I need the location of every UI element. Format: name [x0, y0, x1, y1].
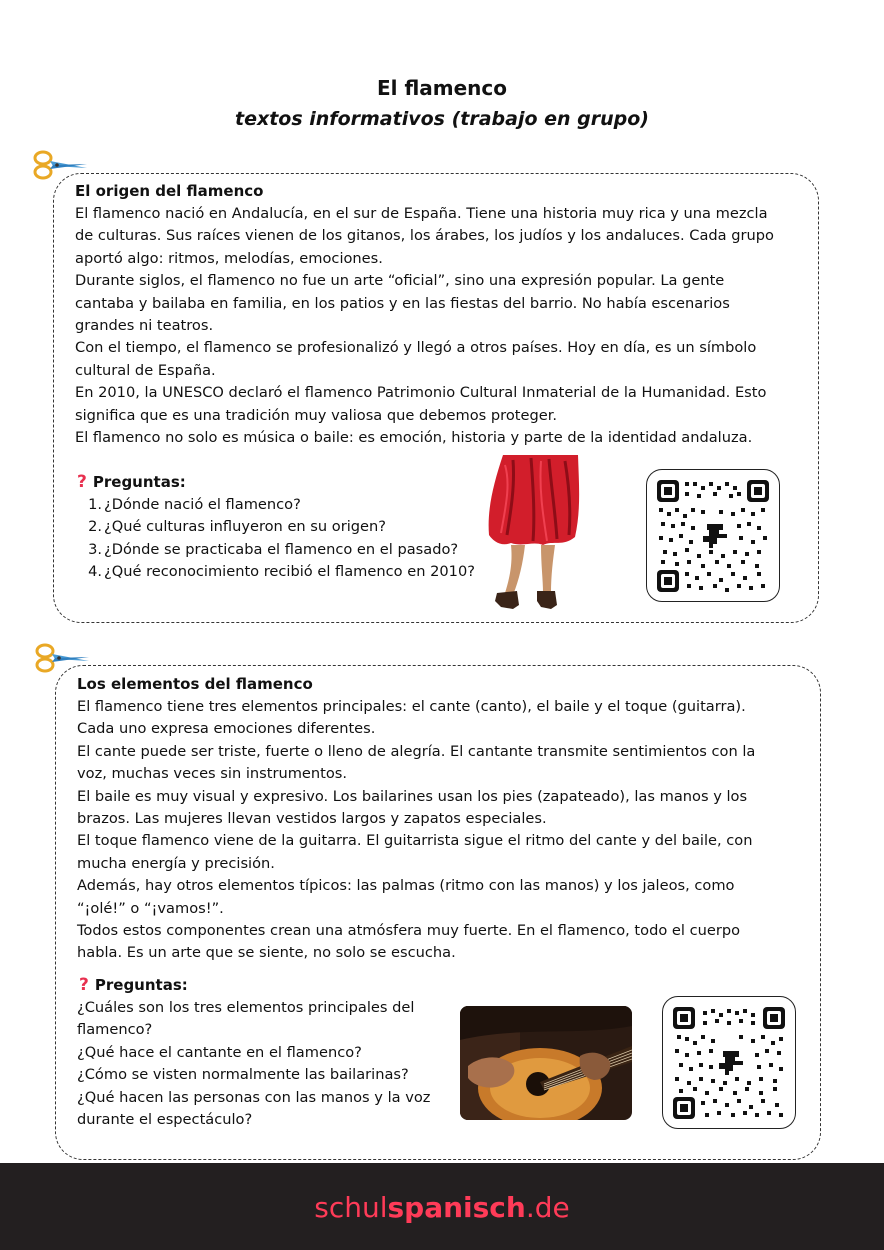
section-text: El flamenco tiene tres elementos principales: el cante (canto), el baile y el toque (guitarra). Cada uno expresa emociones diferentes. El cante puede ser triste, fuerte o lleno de alegría. El cantante transmite sentimientos con la voz, muchas veces sin instrumentos. El baile es muy visual y expresivo. Los bailarines usan los pies (zapateado), las manos y los brazos. Las mujeres llevan vestidos largos y zapatos especiales. El toque flamenco viene de la guitarra. El guitarrista sigue el ritmo del cante y del baile, con mucha energía y precisión. Además, hay otros elementos típicos: las palmas (ritmo con las manos) y los jaleos, como “¡olé!” o “¡vamos!”. Todos estos componentes crean una atmósfera muy fuerte. En el flamenco, todo el cuerpo habla. Es un arte que se siente, no solo se escucha. [77, 698, 756, 962]
list-item: ¿Qué hace el cantante en el flamenco? [77, 1043, 362, 1061]
dancer-photo [483, 455, 583, 611]
list-item: ¿Cuáles son los tres elementos principales del [77, 999, 415, 1016]
footer [0, 1163, 884, 1250]
qr-code-icon [657, 480, 769, 592]
qr-code-icon[interactable] [662, 996, 796, 1129]
section-title: Los elementos del flamenco [77, 675, 313, 693]
question-mark-icon: ? [79, 975, 89, 995]
list-item: durante el espectáculo? [77, 1111, 253, 1129]
page-title: El flamenco [376, 76, 508, 100]
brand-logo[interactable]: schulspanisch.de [314, 1191, 570, 1224]
section-title: El origen del flamenco [75, 182, 264, 200]
list-item: 3. ¿Dónde se practicaba el flamenco en el pasado? [88, 540, 459, 558]
list-item: flamenco? [77, 1021, 153, 1039]
questions-heading: ? Preguntas: [77, 472, 186, 492]
page-subtitle: textos informativos (trabajo en grupo) [234, 108, 649, 130]
qr-code-icon[interactable] [646, 469, 780, 602]
question-mark-icon: ? [77, 472, 87, 492]
list-item: ¿Qué hacen las personas con las manos y la voz [77, 1088, 431, 1106]
qr-code-icon [673, 1007, 785, 1119]
list-item: 2. ¿Qué culturas influyeron en su origen? [88, 518, 387, 536]
section-text: El flamenco nació en Andalucía, en el sur de España. Tiene una historia muy rica y una mezcla de culturas. Sus raíces vienen de los gitanos, los árabes, los judíos y los andaluces. Cada grupo aportó algo: ritmos, melodías, emociones. Durante siglos, el flamenco no fue un arte “oficial”, sino una expresión popular. La gente cantaba y bailaba en familia, en los patios y en las fiestas del barrio. No había escenarios grandes ni teatros. Con el tiempo, el flamenco se profesionalizó y llegó a otros países. Hoy en día, es un símbolo cultural de España. En 2010, la UNESCO declaró el flamenco Patrimonio Cultural Inmaterial de la Humanidad. Esto significa que es una tradición muy valiosa que debemos proteger. El flamenco no solo es música o baile: es emoción, historia y parte de la identidad andaluza. [75, 205, 774, 447]
questions-heading: ? Preguntas: [79, 975, 188, 995]
guitar-photo [460, 1006, 632, 1120]
list-item: 1. ¿Dónde nació el flamenco? [88, 496, 301, 513]
questions-list [77, 997, 430, 1131]
list-item: ¿Cómo se visten normalmente las bailarinas? [77, 1066, 409, 1084]
list-item: 4. ¿Qué reconocimiento recibió el flamenco en 2010? [88, 563, 475, 581]
questions-list [75, 494, 475, 584]
